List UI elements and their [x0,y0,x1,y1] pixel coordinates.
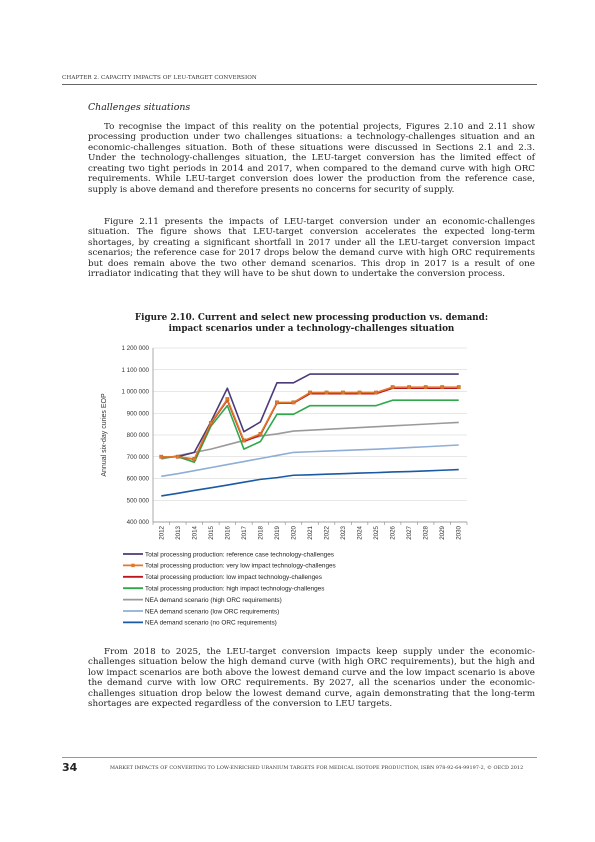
paragraph-1: To recognise the impact of this reality on the potential projects, Figures 2.10 and 2.11 show processing production under two challenges situations: a technology-challenges situation and an economic-challenges situation. Both of these situations were discussed in Sections 2.1 and 2.3. Under the technology-challenges situation, the LEU-target conversion has the limited effect of creating two tight periods in 2014 and 2017, when compared to the demand curve with high ORC requirements. While LEU-target conversion does lower the production from the reference case, supply is above demand and therefore presents no concerns for security of supply. [88,122,535,195]
series-point [193,457,196,460]
legend-label: NEA demand scenario (no ORC requirements) [145,619,277,627]
x-tick-label: 2017 [240,526,248,540]
figure-title-line-2: impact scenarios under a technology-challenges situation [168,324,455,334]
series-point [341,391,344,394]
y-axis-label: Annual six-day curies EOP [101,393,108,477]
section-title: Challenges situations [88,102,191,113]
y-tick-label: 1 000 000 [121,388,149,396]
x-tick-label: 2028 [422,526,430,540]
x-tick-label: 2021 [307,526,314,540]
legend-marker [131,564,134,567]
figure-title-line-1: Figure 2.10. Current and select new processing production vs. demand: [134,313,489,323]
series-point [259,432,262,435]
footer-rule [62,757,537,758]
series-point [176,455,179,458]
series-point [325,391,328,394]
y-tick-label: 400 000 [126,519,149,527]
y-tick-label: 500 000 [126,497,149,505]
x-tick-label: 2022 [323,526,331,540]
line-chart [95,340,535,640]
legend-label: Total processing production: reference case technology-challenges [145,551,334,559]
page-number: 34 [62,761,78,774]
series-point [160,455,163,458]
series-line [161,388,458,459]
x-tick-label: 2027 [406,526,414,540]
series-point [209,421,212,424]
paragraph-2: Figure 2.11 presents the impacts of LEU-target conversion under an economic-challenges situation. The figure shows that LEU-target conversion accelerates the expected long-term shortages, by creating a significant shortfall in 2017 under all the LEU-target conversion impact scenarios; the reference case for 2017 drops below the demand curve with high ORC requirements but does remain above the two other demand scenarios. This drop in 2017 is a result of one irradiator indicating that they will have to be shut down to undertake the conversion process. [88,217,535,280]
header-rule [62,84,537,85]
series-point [275,401,278,404]
series-point [292,401,295,404]
x-tick-label: 2013 [174,526,182,540]
y-tick-label: 1 200 000 [121,345,149,353]
y-tick-label: 800 000 [126,432,149,440]
series-point [424,385,427,388]
y-tick-label: 600 000 [126,475,149,483]
legend-label: Total processing production: high impact technology-challenges [145,585,325,593]
x-tick-label: 2029 [439,526,447,540]
y-tick-label: 700 000 [126,453,149,461]
series-point [374,391,377,394]
x-tick-label: 2016 [224,526,232,540]
x-tick-label: 2026 [389,526,397,540]
x-tick-label: 2019 [273,526,281,540]
legend-label: Total processing production: low impact technology-challenges [145,574,322,582]
series-point [226,397,229,400]
series-point [407,385,410,388]
x-tick-label: 2018 [257,526,265,540]
x-tick-label: 2015 [207,526,215,540]
legend-label: NEA demand scenario (low ORC requirements) [145,608,280,616]
x-tick-label: 2030 [455,526,463,540]
series-line [161,387,458,459]
y-tick-label: 1 100 000 [121,366,149,374]
series-point [391,385,394,388]
paragraph-3: From 2018 to 2025, the LEU-target conversion impacts keep supply under the economic-challenges situation below the high demand curve (with high ORC requirements), but the high and low impact scenarios are both above the lowest demand curve and the low impact scenario is above the demand curve with low ORC requirements. By 2027, all the scenarios under the economic-challenges situation drop below the lowest demand curve, again demonstrating that the long-term shortages are expected regardless of the conversion to LEU targets. [88,647,535,710]
y-tick-label: 900 000 [126,410,149,418]
series-line [161,470,458,496]
series-point [441,385,444,388]
x-tick-label: 2025 [373,526,381,540]
series-point [358,391,361,394]
x-tick-label: 2024 [356,526,364,540]
x-tick-label: 2014 [191,526,199,540]
legend-label: NEA demand scenario (high ORC requirements) [145,596,282,604]
x-tick-label: 2023 [340,526,348,540]
chapter-header: CHAPTER 2. CAPACITY IMPACTS OF LEU-TARGET CONVERSION [62,75,257,81]
figure-title [88,313,535,335]
x-tick-label: 2020 [290,526,298,540]
series-line [161,422,458,459]
series-point [242,439,245,442]
legend-label: Total processing production: very low impact technology-challenges [145,562,336,570]
x-tick-label: 2012 [158,526,166,540]
series-point [308,391,311,394]
series-point [457,385,460,388]
footer-text: MARKET IMPACTS OF CONVERTING TO LOW-ENRICHED URANIUM TARGETS FOR MEDICAL ISOTOPE PRODUCTION, ISBN 978-92-64-99197-2, © OECD 2012 [110,765,524,771]
